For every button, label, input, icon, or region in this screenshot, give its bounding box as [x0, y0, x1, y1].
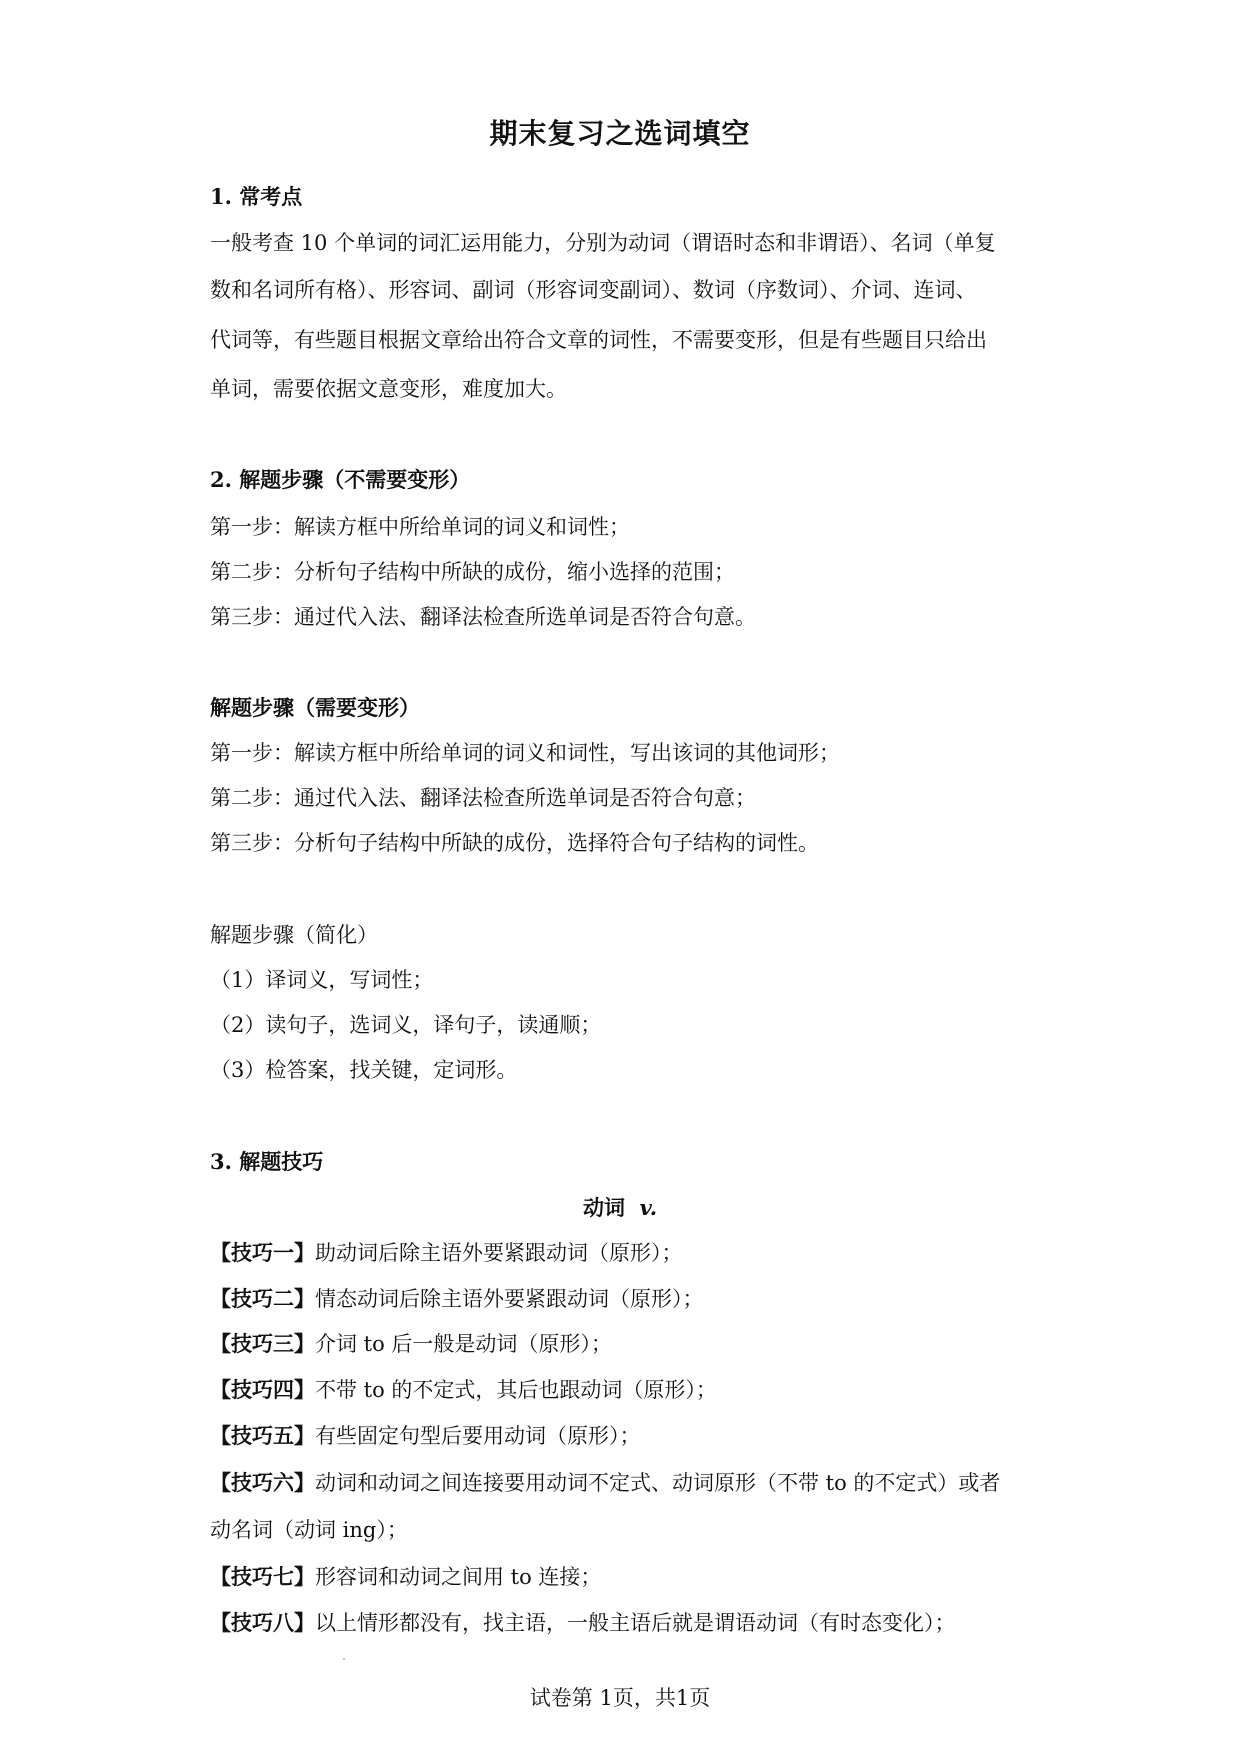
- tip-text: 动词和动词之间连接要用动词不定式、动词原形（不带 to 的不定式）或者: [315, 1471, 1001, 1495]
- step-line: 第二步：分析句子结构中所缺的成份，缩小选择的范围；: [210, 560, 735, 584]
- tip-tag: 【技巧二】: [210, 1286, 315, 1311]
- step-line: （3）检答案，找关键，定词形。: [210, 1058, 518, 1082]
- stray-mark: [343, 1658, 345, 1660]
- tip-text: 助动词后除主语外要紧跟动词（原形）；: [315, 1241, 683, 1265]
- tip-tag: 【技巧三】: [210, 1331, 315, 1356]
- paragraph-line: 单词，需要依据文意变形，难度加大。: [210, 377, 567, 401]
- section-1-heading: 1. 常考点: [210, 184, 303, 209]
- tip-tag: 【技巧一】: [210, 1240, 315, 1265]
- tip-text: 以上情形都没有，找主语，一般主语后就是谓语动词（有时态变化）；: [315, 1611, 956, 1635]
- tip-line: [210, 1562, 601, 1592]
- step-line: （2）读句子，选词义，译句子，读通顺；: [210, 1013, 602, 1037]
- page-footer: 试卷第 1页，共1页: [529, 1686, 711, 1710]
- tip-tag: 【技巧四】: [210, 1377, 315, 1402]
- step-line: 第二步：通过代入法、翻译法检查所选单词是否符合句意；: [210, 786, 756, 810]
- tip-line: [210, 1284, 704, 1314]
- tip-text: 有些固定句型后要用动词（原形）；: [315, 1424, 641, 1448]
- tip-line: [210, 1329, 612, 1359]
- tip-line: [210, 1421, 641, 1451]
- paragraph-line: 一般考查 10 个单词的词汇运用能力，分别为动词（谓语时态和非谓语）、名词（单复: [210, 231, 996, 255]
- section-3-heading: 3. 解题技巧: [210, 1149, 324, 1174]
- verb-subheading-abbr: v.: [639, 1195, 658, 1220]
- page-title: 期末复习之选词填空: [489, 117, 751, 150]
- section-2-heading: 2. 解题步骤（不需要变形）: [210, 467, 471, 492]
- tip-tag: 【技巧六】: [210, 1470, 315, 1495]
- tip-text: 不带 to 的不定式，其后也跟动词（原形）；: [315, 1378, 717, 1402]
- tip-line: [210, 1238, 683, 1268]
- tip-text: 动名词（动词 ing）；: [210, 1518, 408, 1542]
- tip-line-continuation: [210, 1515, 408, 1545]
- paragraph-line: 代词等，有些题目根据文章给出符合文章的词性，不需要变形，但是有些题目只给出: [210, 328, 987, 352]
- verb-subheading: [0, 1192, 1240, 1222]
- step-line: 第三步：分析句子结构中所缺的成份，选择符合句子结构的词性。: [210, 831, 819, 855]
- verb-subheading-label: 动词: [582, 1195, 625, 1220]
- tip-tag: 【技巧五】: [210, 1423, 315, 1448]
- tip-line: [210, 1468, 1000, 1498]
- tip-line: [210, 1608, 956, 1638]
- step-line: 第三步：通过代入法、翻译法检查所选单词是否符合句意。: [210, 605, 756, 629]
- tip-tag: 【技巧八】: [210, 1610, 315, 1635]
- tip-text: 情态动词后除主语外要紧跟动词（原形）；: [315, 1287, 704, 1311]
- step-line: 第一步：解读方框中所给单词的词义和词性；: [210, 515, 630, 539]
- tip-line: [210, 1375, 717, 1405]
- tip-text: 介词 to 后一般是动词（原形）；: [315, 1332, 612, 1356]
- section-2b-heading: 解题步骤（需要变形）: [210, 695, 420, 720]
- step-line: 第一步：解读方框中所给单词的词义和词性，写出该词的其他词形；: [210, 741, 840, 765]
- step-line: （1）译词义，写词性；: [210, 968, 434, 992]
- tip-text: 形容词和动词之间用 to 连接；: [315, 1565, 602, 1589]
- tip-tag: 【技巧七】: [210, 1564, 315, 1589]
- section-2c-heading: 解题步骤（简化）: [210, 923, 378, 947]
- paragraph-line: 数和名词所有格）、形容词、副词（形容词变副词）、数词（序数词）、介词、连词、: [210, 278, 977, 302]
